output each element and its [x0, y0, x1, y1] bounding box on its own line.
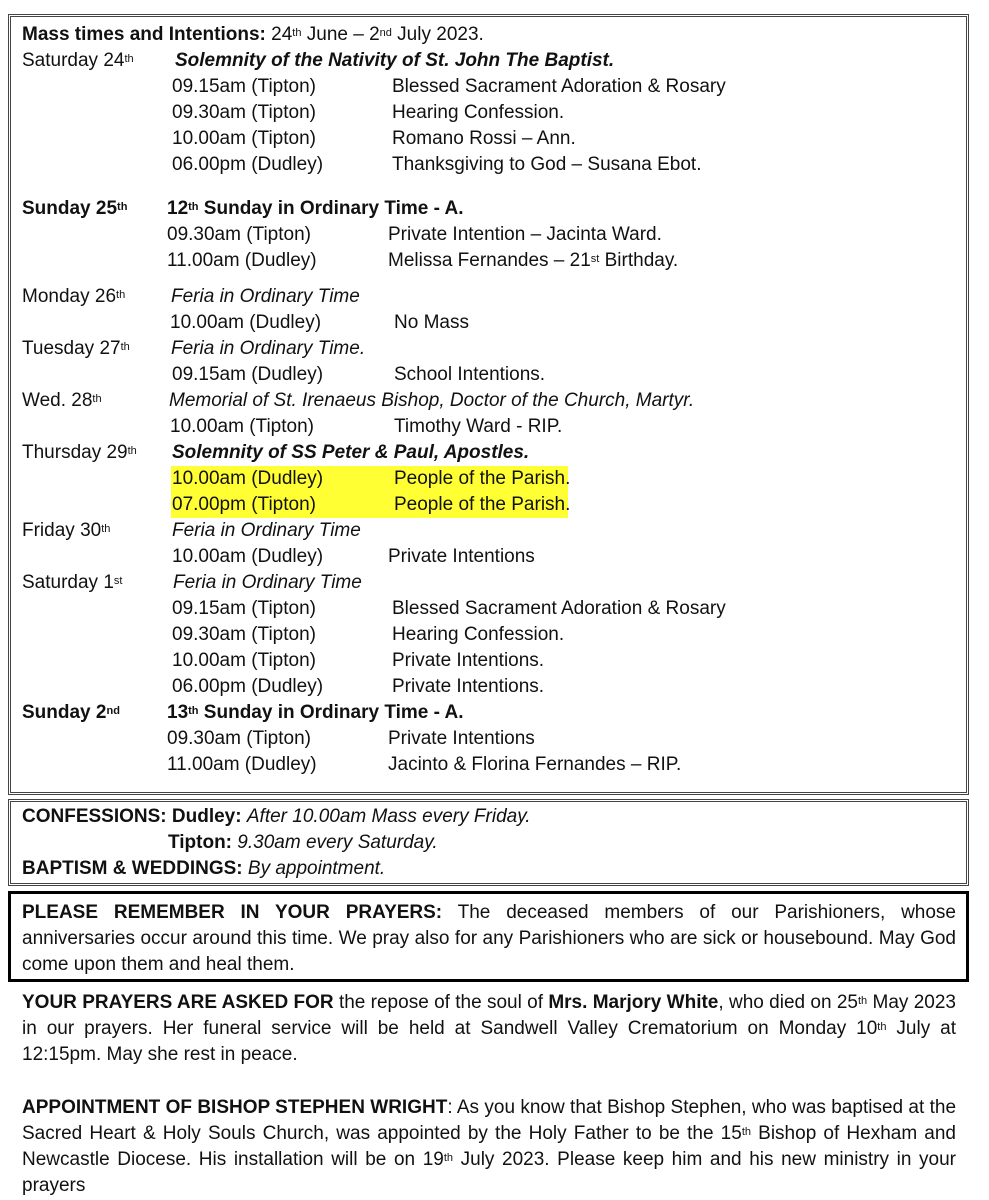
day-label: Sunday 2nd — [22, 702, 120, 723]
deceased-name: Mrs. Marjory White — [548, 992, 719, 1013]
mass-time: 09.30am (Tipton) — [172, 624, 316, 645]
dudley-label: Dudley: — [171, 806, 242, 827]
day-label: Sunday 25th — [22, 198, 128, 219]
day-label: Wed. 28th — [22, 390, 102, 411]
prayers-heading: YOUR PRAYERS ARE ASKED FOR — [22, 992, 334, 1013]
prayers-text2: , who died on 25th May 2023 in our prayers. Her funeral service will be held at Sandwell Valley Crematorium on Monday 10th July at 12:15pm. May she rest in peace. — [22, 992, 956, 1065]
mass-intention: No Mass — [394, 312, 469, 333]
mass-time: 10.00am (Tipton) — [170, 416, 314, 437]
remember-paragraph — [22, 900, 956, 978]
confessions-dudley-line — [22, 804, 956, 830]
schedule-title — [22, 22, 484, 48]
confessions-label: CONFESSIONS: — [22, 806, 167, 827]
feast-title: Solemnity of the Nativity of St. John The Baptist. — [175, 50, 615, 71]
day-label: Saturday 24th — [22, 50, 134, 71]
mass-intention: Blessed Sacrament Adoration & Rosary — [392, 76, 726, 97]
day-label: Thursday 29th — [22, 442, 137, 463]
mass-time: 09.30am (Tipton) — [172, 102, 316, 123]
mass-intention: People of the Parish. — [394, 494, 571, 515]
schedule-title-label: Mass times and Intentions: — [22, 24, 266, 45]
day-label: Tuesday 27th — [22, 338, 130, 359]
mass-intention: Private Intentions — [388, 546, 535, 567]
appointment-heading: APPOINTMENT OF BISHOP STEPHEN WRIGHT — [22, 1097, 448, 1118]
mass-intention: People of the Parish. — [394, 468, 571, 489]
mass-intention: Private Intention – Jacinta Ward. — [388, 224, 662, 245]
mass-time: 09.30am (Tipton) — [167, 224, 311, 245]
mass-time: 09.15am (Tipton) — [172, 598, 316, 619]
appointment-text: : As you know that Bishop Stephen, who was baptised at the Sacred Heart & Holy Souls Church, was appointed by the Holy Father to be the 15th Bishop of Hexham and Newcastle Diocese. His installation will be on 19th July 2023. Please keep him and his new ministry in your prayers — [22, 1097, 957, 1196]
feast-title: Memorial of St. Irenaeus Bishop, Doctor of the Church, Martyr. — [169, 390, 695, 411]
mass-time: 10.00am (Tipton) — [172, 650, 316, 671]
mass-intention: Jacinto & Florina Fernandes – RIP. — [388, 754, 682, 775]
feast-title: Feria in Ordinary Time. — [171, 338, 366, 359]
feast-title: Feria in Ordinary Time — [173, 572, 362, 593]
feast-title: Solemnity of SS Peter & Paul, Apostles. — [172, 442, 530, 463]
remember-heading: PLEASE REMEMBER IN YOUR PRAYERS: — [22, 902, 443, 923]
mass-intention: Romano Rossi – Ann. — [392, 128, 576, 149]
feast-title: 12th Sunday in Ordinary Time - A. — [167, 198, 464, 219]
confessions-tipton-line — [22, 830, 956, 856]
mass-time: 11.00am (Dudley) — [167, 754, 317, 775]
feast-title: Feria in Ordinary Time — [172, 520, 361, 541]
tipton-label: Tipton: — [168, 832, 233, 853]
mass-time: 10.00am (Dudley) — [170, 312, 322, 333]
mass-time: 06.00pm (Dudley) — [172, 676, 324, 697]
tipton-text: 9.30am every Saturday. — [237, 832, 438, 853]
mass-intention: Thanksgiving to God – Susana Ebot. — [392, 154, 702, 175]
prayers-paragraph — [22, 990, 956, 1068]
mass-time: 10.00am (Tipton) — [172, 128, 316, 149]
baptism-line — [22, 856, 956, 882]
mass-intention: Melissa Fernandes – 21st Birthday. — [388, 250, 679, 271]
day-label: Saturday 1st — [22, 572, 123, 593]
day-label: Friday 30th — [22, 520, 111, 541]
mass-intention: Timothy Ward - RIP. — [394, 416, 563, 437]
mass-time: 10.00am (Dudley) — [172, 468, 324, 489]
remember-text: The deceased members of our Parishioners, whose anniversaries occur around this time. We pray also for any Parishioners who are sick or housebound. May God come upon them and heal them. — [22, 902, 956, 975]
mass-time: 06.00pm (Dudley) — [172, 154, 324, 175]
mass-time: 09.15am (Dudley) — [172, 364, 324, 385]
appointment-paragraph — [22, 1095, 956, 1199]
baptism-text: By appointment. — [247, 858, 386, 879]
mass-intention: Hearing Confession. — [392, 624, 565, 645]
mass-time: 07.00pm (Tipton) — [172, 494, 316, 515]
prayers-text1: the repose of the soul of — [338, 992, 543, 1013]
mass-intention: Private Intentions. — [392, 676, 545, 697]
baptism-label: BAPTISM & WEDDINGS: — [22, 858, 243, 879]
mass-intention: Private Intentions. — [392, 650, 545, 671]
feast-title: Feria in Ordinary Time — [171, 286, 360, 307]
mass-intention: Hearing Confession. — [392, 102, 565, 123]
confessions-section — [22, 804, 956, 882]
mass-intention: School Intentions. — [394, 364, 546, 385]
dudley-text: After 10.00am Mass every Friday. — [246, 806, 531, 827]
feast-title: 13th Sunday in Ordinary Time - A. — [167, 702, 464, 723]
day-label: Monday 26th — [22, 286, 126, 307]
schedule-dates: 24th June – 2nd July 2023. — [271, 24, 484, 45]
mass-intention: Private Intentions — [388, 728, 535, 749]
mass-time: 09.15am (Tipton) — [172, 76, 316, 97]
mass-intention: Blessed Sacrament Adoration & Rosary — [392, 598, 726, 619]
mass-time: 10.00am (Dudley) — [172, 546, 324, 567]
mass-time: 11.00am (Dudley) — [167, 250, 317, 271]
mass-time: 09.30am (Tipton) — [167, 728, 311, 749]
